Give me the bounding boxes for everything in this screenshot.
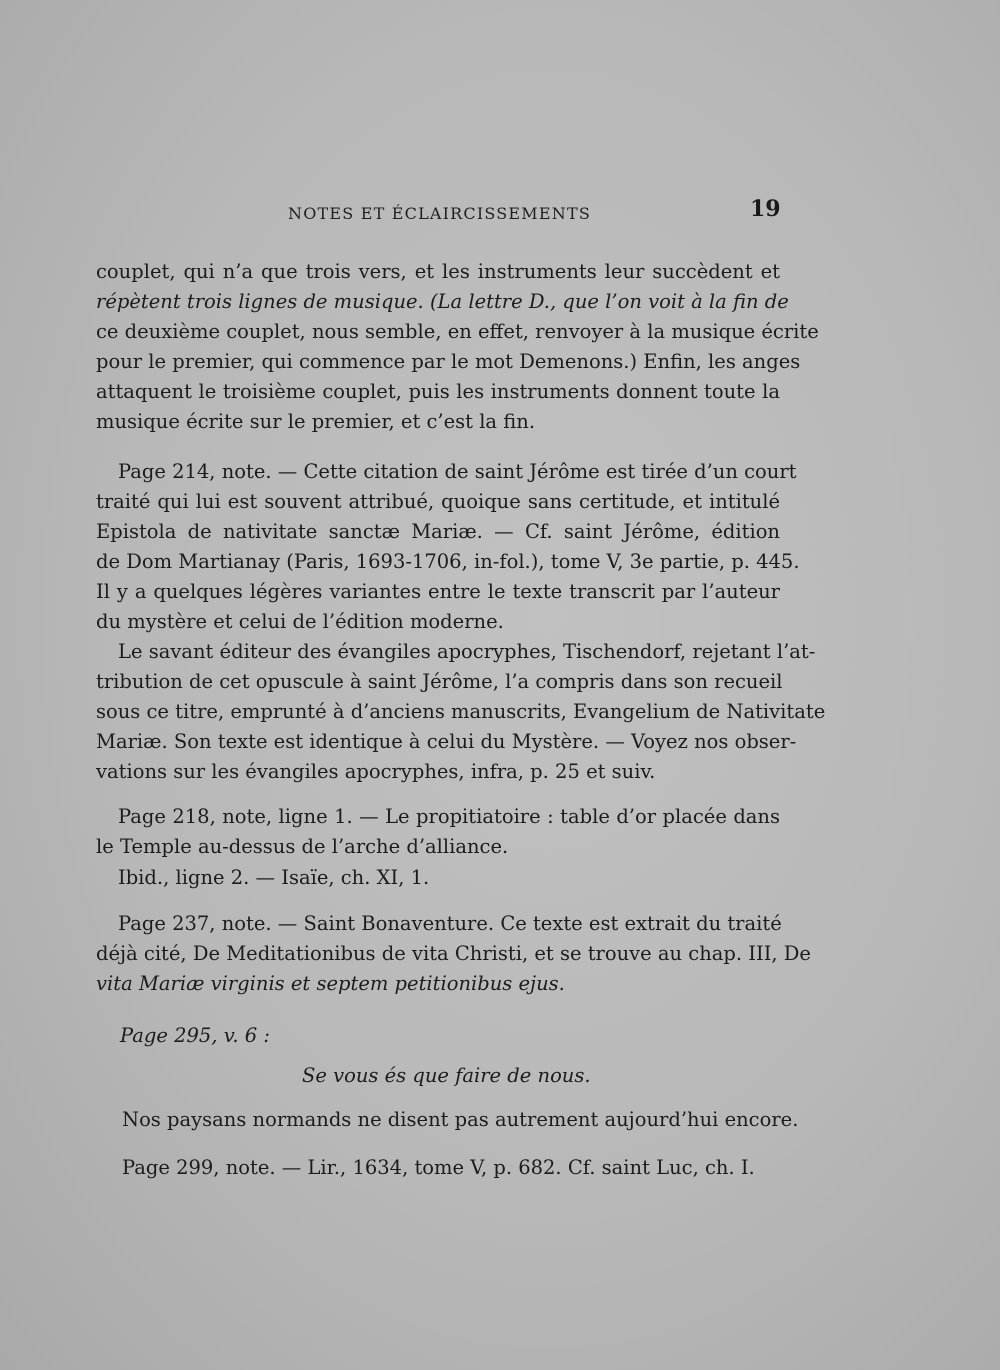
text-line: Page 295, v. 6 : (120, 1024, 270, 1047)
text-line: de Dom Martianay (Paris, 1693-1706, in-fol.), tome V, 3e partie, p. 445. (96, 550, 800, 573)
text-line: vita Mariæ virginis et septem petitionibus ejus. (96, 972, 565, 995)
text-line: Nos paysans normands ne disent pas autrement aujourd’hui encore. (122, 1108, 799, 1131)
verse-line: Se vous és que faire de nous. (302, 1064, 591, 1087)
text-line: Epistola de nativitate sanctæ Mariæ. — Cf. saint Jérôme, édition (96, 520, 780, 543)
text-line: le Temple au-dessus de l’arche d’alliance. (96, 835, 509, 858)
text-line: couplet, qui n’a que trois vers, et les instruments leur succèdent et (96, 260, 780, 283)
text-line: Page 214, note. — Cette citation de saint Jérôme est tirée d’un court (118, 460, 797, 483)
text-line: répètent trois lignes de musique. (La lettre D., que l’on voit à la fin de (96, 290, 789, 313)
text-line: ce deuxième couplet, nous semble, en effet, renvoyer à la musique écrite (96, 320, 819, 343)
text-line: Ibid., ligne 2. — Isaïe, ch. XI, 1. (118, 866, 430, 889)
text-line: pour le premier, qui commence par le mot Demenons.) Enfin, les anges (96, 350, 801, 373)
text-line: du mystère et celui de l’édition moderne. (96, 610, 504, 633)
text-line: Le savant éditeur des évangiles apocryphes, Tischendorf, rejetant l’at- (118, 640, 816, 663)
text-line: Il y a quelques légères variantes entre le texte transcrit par l’auteur (96, 580, 780, 603)
text-line: attaquent le troisième couplet, puis les instruments donnent toute la (96, 380, 780, 403)
text-line: Page 299, note. — Lir., 1634, tome V, p. 682. Cf. saint Luc, ch. I. (122, 1156, 755, 1179)
text-line: Page 237, note. — Saint Bonaventure. Ce texte est extrait du traité (118, 912, 782, 935)
text-line: sous ce titre, emprunté à d’anciens manuscrits, Evangelium de Nativitate (96, 700, 826, 723)
running-head: NOTES ET ÉCLAIRCISSEMENTS (288, 204, 591, 223)
text-line: déjà cité, De Meditationibus de vita Christi, et se trouve au chap. III, De (96, 942, 811, 965)
text-line: vations sur les évangiles apocryphes, infra, p. 25 et suiv. (96, 760, 656, 783)
page-number: 19 (750, 196, 781, 222)
text-line: traité qui lui est souvent attribué, quoique sans certitude, et intitulé (96, 490, 780, 513)
text-line: Mariæ. Son texte est identique à celui du Mystère. — Voyez nos obser- (96, 730, 797, 753)
text-line: musique écrite sur le premier, et c’est la fin. (96, 410, 536, 433)
text-line: Page 218, note, ligne 1. — Le propitiatoire : table d’or placée dans (118, 805, 780, 828)
text-line: tribution de cet opuscule à saint Jérôme, l’a compris dans son recueil (96, 670, 783, 693)
